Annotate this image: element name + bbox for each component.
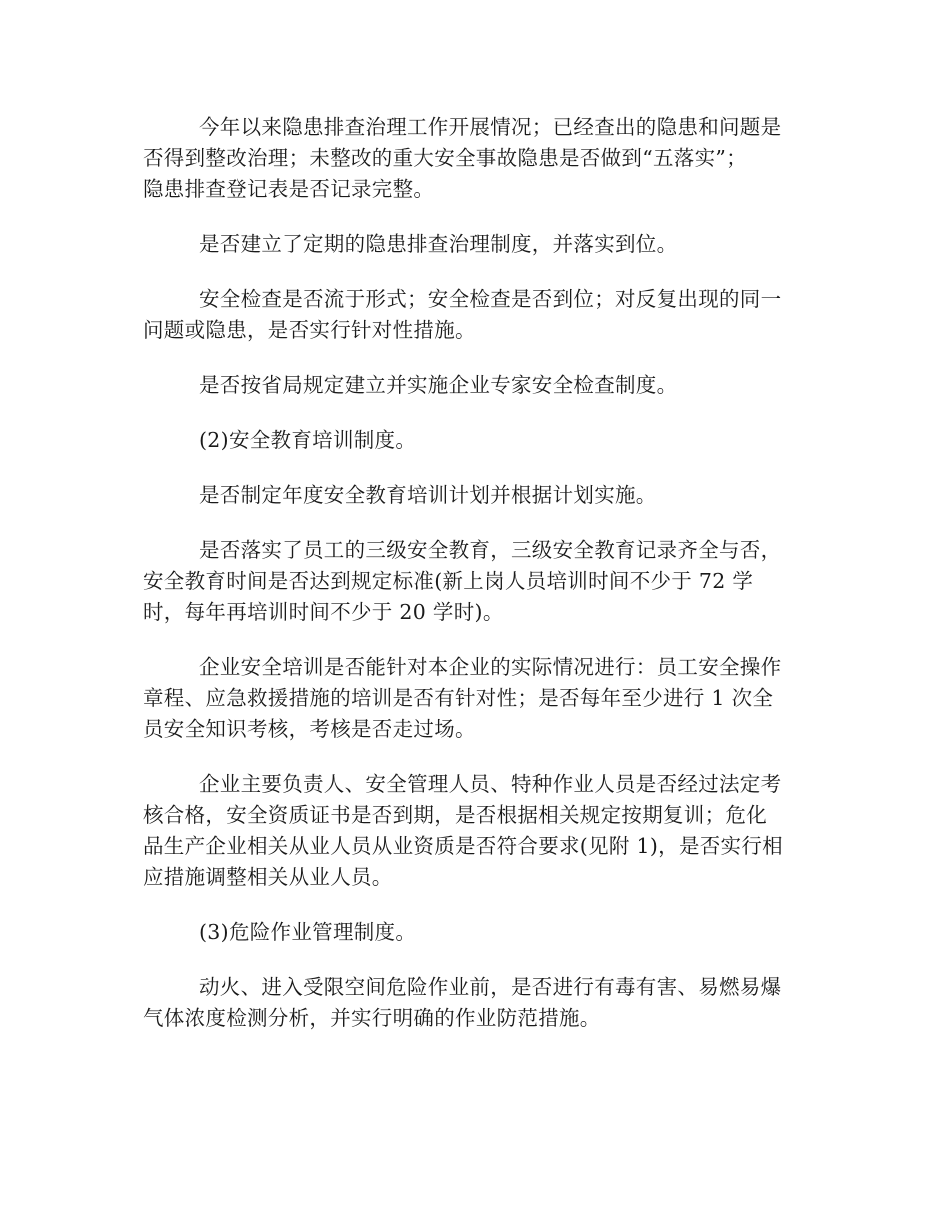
paragraph (143, 112, 808, 205)
text-line: 安全教育时间是否达到规定标准(新上岗人员培训时间不少于 72 学 (143, 569, 754, 593)
text-line: 气体浓度检测分析，并实行明确的作业防范措施。 (143, 1006, 601, 1030)
text-line: 章程、应急救援措施的培训是否有针对性；是否每年至少进行 1 次全 (143, 686, 774, 710)
paragraph (143, 917, 808, 948)
paragraph (143, 769, 808, 893)
text-line: 企业主要负责人、安全管理人员、特种作业人员是否经过法定考 (199, 772, 782, 796)
paragraph (143, 370, 808, 401)
text-line: 核合格，安全资质证书是否到期，是否根据相关规定按期复训；危化 (143, 803, 767, 827)
text-line: 否得到整改治理；未整改的重大安全事故隐患是否做到“五落实”； (143, 146, 747, 170)
text-line: (2)安全教育培训制度。 (199, 428, 417, 452)
paragraph (143, 425, 808, 456)
text-line: (3)危险作业管理制度。 (199, 920, 417, 944)
text-line: 时，每年再培训时间不少于 20 学时)。 (143, 600, 504, 624)
text-line: 安全检查是否流于形式；安全检查是否到位；对反复出现的同一 (199, 287, 782, 311)
text-line: 是否落实了员工的三级安全教育，三级安全教育记录齐全与否， (199, 538, 782, 562)
text-line: 问题或隐患，是否实行针对性措施。 (143, 318, 476, 342)
text-line: 品生产企业相关从业人员从业资质是否符合要求(见附 1)，是否实行相 (143, 834, 783, 858)
document-body (143, 112, 808, 1058)
text-line: 是否建立了定期的隐患排查治理制度，并落实到位。 (199, 232, 678, 256)
text-line: 企业安全培训是否能针对本企业的实际情况进行：员工安全操作 (199, 655, 782, 679)
text-line: 隐患排查登记表是否记录完整。 (143, 177, 435, 201)
paragraph (143, 652, 808, 745)
text-line: 今年以来隐患排查治理工作开展情况；已经查出的隐患和问题是 (199, 115, 782, 139)
paragraph (143, 972, 808, 1034)
text-line: 员安全知识考核，考核是否走过场。 (143, 717, 476, 741)
text-line: 应措施调整相关从业人员。 (143, 865, 393, 889)
paragraph (143, 535, 808, 628)
text-line: 动火、进入受限空间危险作业前，是否进行有毒有害、易燃易爆 (199, 975, 782, 999)
paragraph (143, 480, 808, 511)
paragraph (143, 229, 808, 260)
text-line: 是否制定年度安全教育培训计划并根据计划实施。 (199, 483, 657, 507)
paragraph (143, 284, 808, 346)
text-line: 是否按省局规定建立并实施企业专家安全检查制度。 (199, 373, 678, 397)
